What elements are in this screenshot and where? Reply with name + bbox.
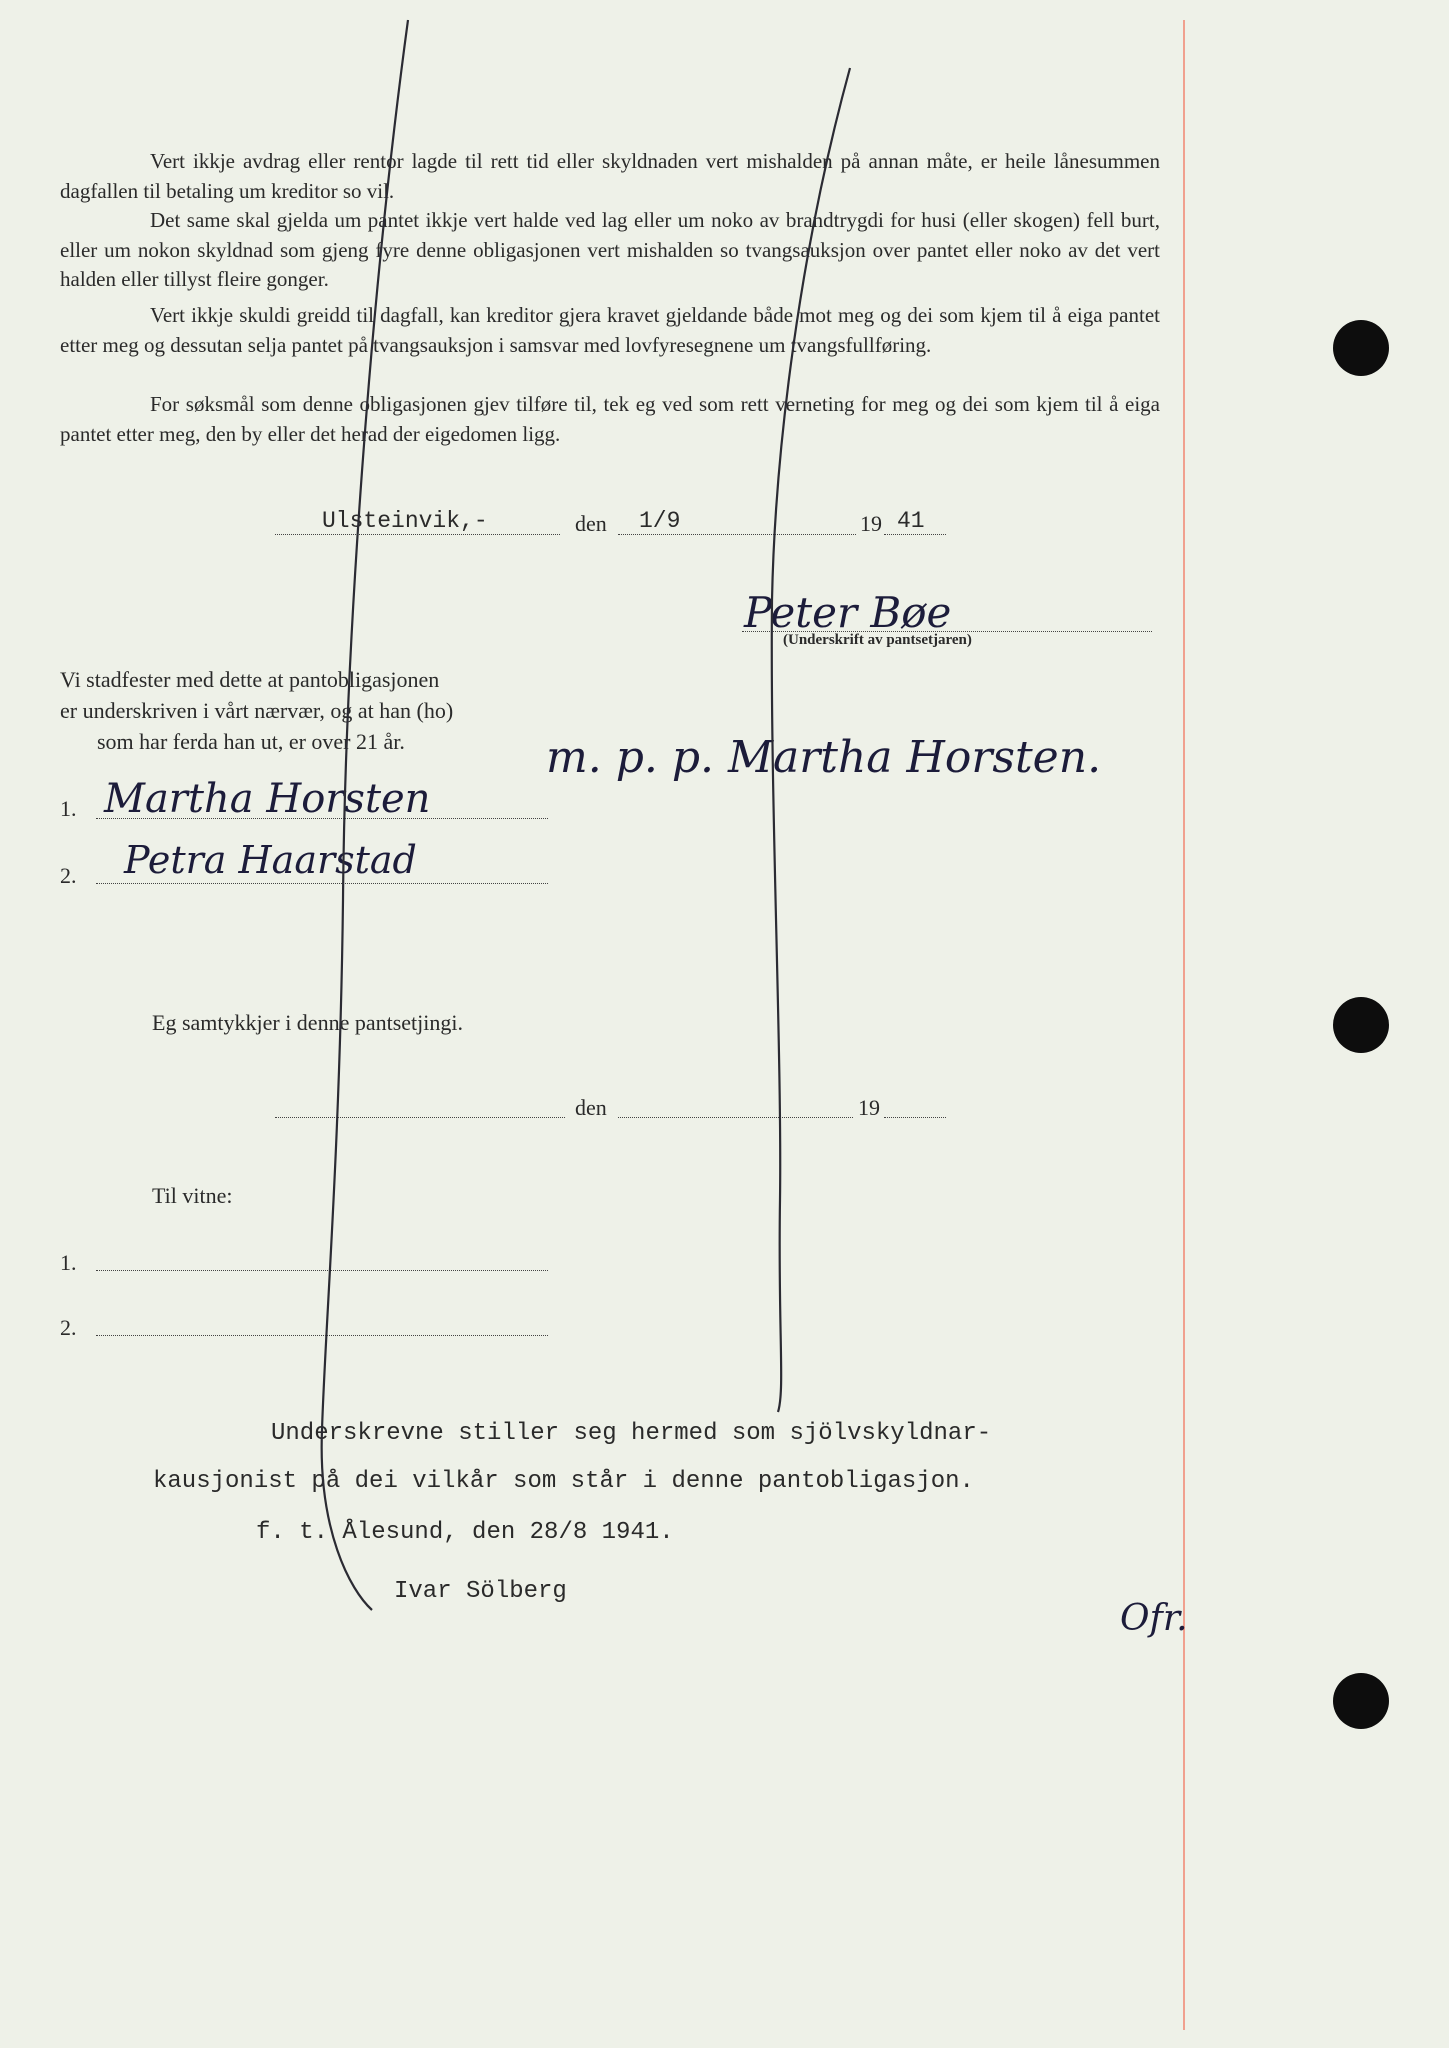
witness-number: 2. xyxy=(60,863,77,888)
witness-line xyxy=(96,883,548,884)
punch-hole xyxy=(1333,1673,1389,1729)
year-suffix: 41 xyxy=(897,508,925,534)
consent-year-prefix: 19 xyxy=(858,1095,880,1120)
witness-statement-1: Vi stadfester med dette at pantobligasjonen xyxy=(60,667,440,692)
witness-signature: Martha Horsten xyxy=(104,776,431,822)
til-vitne-line xyxy=(96,1335,548,1336)
til-vitne-number: 1. xyxy=(60,1250,77,1275)
place: Ulsteinvik,- xyxy=(322,508,488,534)
den-label: den xyxy=(575,511,607,536)
witness-statement-3: som har ferda han ut, er over 21 år. xyxy=(97,729,405,754)
paragraph-security: Det same skal gjelda um pantet ikkje vert halde ved lag eller um noko av brandtrygdi for husi (eller skogen) fell burt, eller um nokon skyldnad som gjeng fyre denne obligasjonen vert mishalden so tvangsauksjon over pantet eller noko av det vert halden eller tillyst fleire gonger. xyxy=(60,208,1160,291)
guarantee-place-date: f. t. Ålesund, den 28/8 1941. xyxy=(256,1519,674,1546)
consent-year-line xyxy=(884,1117,946,1118)
guarantee-line-2: kausjonist på dei vilkår som står i denne pantobligasjon. xyxy=(153,1468,974,1495)
year-line xyxy=(884,534,946,535)
consent-place-line xyxy=(275,1117,565,1118)
guarantee-line-1: Underskrevne stiller seg hermed som sjölvskyldnar- xyxy=(271,1420,992,1447)
place-line xyxy=(275,534,560,535)
debtor-signature: Peter Bøe xyxy=(744,588,952,637)
witness-signature: Petra Haarstad xyxy=(124,838,417,882)
guarantee-signer: Ivar Sölberg xyxy=(394,1578,567,1605)
initials: Ofr. xyxy=(1120,1598,1188,1639)
year-prefix: 19 xyxy=(860,511,882,536)
witness-number: 1. xyxy=(60,796,77,821)
date: 1/9 xyxy=(639,508,681,534)
paragraph-venue: For søksmål som denne obligasjonen gjev tilføre til, tek eg ved som rett verneting for meg og dei som kjem til å eiga pantet etter meg, den by eller det herad der eigedomen ligg. xyxy=(60,392,1160,446)
margin-line xyxy=(1183,20,1185,2030)
punch-hole xyxy=(1333,997,1389,1053)
paragraph-default: Vert ikkje avdrag eller rentor lagde til rett tid eller skyldnaden vert mishalden på annan måte, er heile lånesummen dagfallen til betaling um kreditor so vil. xyxy=(60,149,1160,203)
consent-date-line xyxy=(618,1117,853,1118)
consent-text: Eg samtykkjer i denne pantsetjingi. xyxy=(152,1010,463,1035)
date-line xyxy=(618,534,856,535)
signature-caption: (Underskrift av pantsetjaren) xyxy=(783,632,972,648)
paragraph-due: Vert ikkje skuldi greidd til dagfall, kan kreditor gjera kravet gjeldande både mot meg og dei som kjem til å eiga pantet etter meg og dessutan selja pantet på tvangsauksjon i samsvar med lovfyresegnene um tvangsfullføring. xyxy=(60,303,1160,357)
consent-den-label: den xyxy=(575,1095,607,1120)
til-vitne-line xyxy=(96,1270,548,1271)
til-vitne-number: 2. xyxy=(60,1315,77,1340)
punch-hole xyxy=(1333,320,1389,376)
mpp-signature: m. p. p. Martha Horsten. xyxy=(546,732,1102,783)
til-vitne-label: Til vitne: xyxy=(152,1183,233,1208)
witness-statement-2: er underskriven i vårt nærvær, og at han (ho) xyxy=(60,698,454,723)
